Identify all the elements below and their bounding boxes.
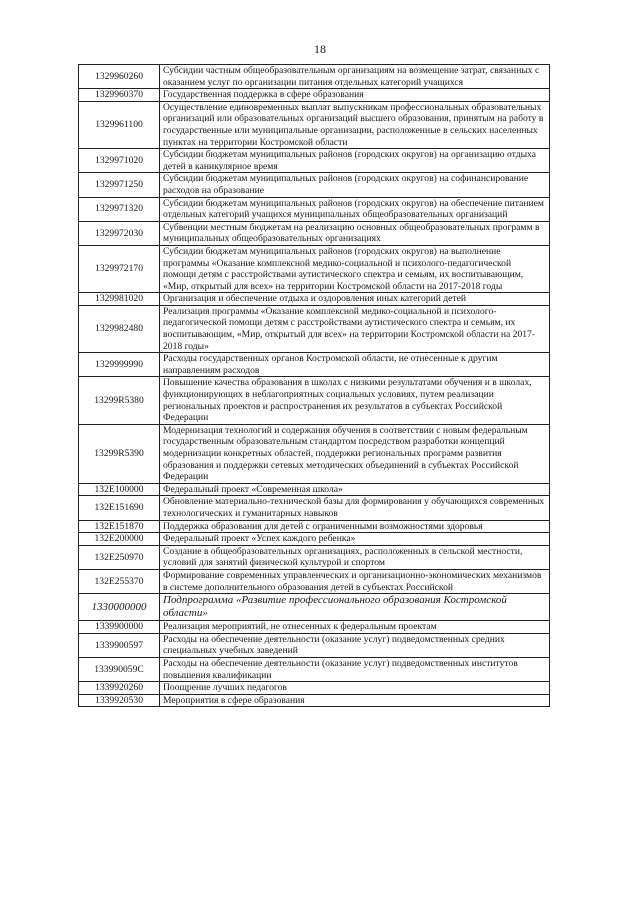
expense-description: Организация и обеспечение отдыха и оздоровления иных категорий детей [160, 293, 550, 306]
classification-code: 1339920260 [79, 682, 160, 695]
expense-description: Подпрограмма «Развитие профессионального образования Костромской области» [160, 594, 550, 621]
table-row [79, 245, 550, 292]
table-row [79, 173, 550, 197]
table-row [79, 682, 550, 695]
expense-description: Субсидии частным общеобразовательным организациям на возмещение затрат, связанных с оказанием услуг по организации питания отдельных категорий учащихся [160, 65, 550, 89]
table-body [79, 65, 550, 707]
table-row [79, 377, 550, 424]
classification-code: 132E250970 [79, 545, 160, 569]
classification-code: 1339900000 [79, 621, 160, 634]
classification-code: 13299R5390 [79, 424, 160, 483]
classification-code: 1339920530 [79, 694, 160, 707]
table-row [79, 496, 550, 520]
classification-code: 1329971020 [79, 149, 160, 173]
expense-description: Поощрение лучших педагогов [160, 682, 550, 695]
classification-code: 13299R5380 [79, 377, 160, 424]
expense-description: Обновление материально-технической базы для формирования у обучающихся современных технологических и гуманитарных навыков [160, 496, 550, 520]
classification-code: 1339900597 [79, 633, 160, 657]
expense-description: Федеральный проект «Современная школа» [160, 483, 550, 496]
table-row [79, 101, 550, 148]
table-row [79, 305, 550, 352]
budget-classification-table [78, 64, 550, 707]
classification-code: 1329961100 [79, 101, 160, 148]
expense-description: Расходы на обеспечение деятельности (оказание услуг) подведомственных институтов повышения квалификации [160, 657, 550, 681]
expense-description: Формирование современных управленческих и организационно-экономических механизмов в системе дополнительного образования детей в субъектах Российской [160, 569, 550, 593]
classification-code: 132E151690 [79, 496, 160, 520]
classification-code: 1329960260 [79, 65, 160, 89]
table-row [79, 569, 550, 593]
classification-code: 1329999990 [79, 353, 160, 377]
expense-description: Реализация программы «Оказание комплексной медико-социальной и психолого-педагогической помощи детям с расстройствами аутистического спектра и семьям, их воспитывающим, «Мир, открытый для всех» на территории Костромской области на 2017-2018 годы» [160, 305, 550, 352]
page-number: 18 [314, 42, 326, 56]
classification-code: 133990059С [79, 657, 160, 681]
table-row [79, 221, 550, 245]
classification-code: 1329981020 [79, 293, 160, 306]
expense-description: Осуществление единовременных выплат выпускникам профессиональных образовательных организаций или образовательных организаций высшего образования, принятым на работу в государственные или муниципальные организации, расположенные в сельских населенных пунктах на территории Костромской области [160, 101, 550, 148]
classification-code: 1329982480 [79, 305, 160, 352]
classification-code: 1329972030 [79, 221, 160, 245]
classification-code: 132E255370 [79, 569, 160, 593]
table-row [79, 483, 550, 496]
table-row [79, 621, 550, 634]
expense-description: Государственная поддержка в сфере образования [160, 89, 550, 102]
expense-description: Субсидии бюджетам муниципальных районов (городских округов) на выполнение программы «Оказание комплексной медико-социальной и психолого-педагогической помощи детям с расстройствами аутистического спектра и семьям, их воспитывающим, «Мир, открытый для всех» на территории Костромской области на 2017-2018 годы [160, 245, 550, 292]
table-row [79, 353, 550, 377]
classification-code: 1329960370 [79, 89, 160, 102]
table-row [79, 149, 550, 173]
expense-description: Реализация мероприятий, не отнесенных к федеральным проектам [160, 621, 550, 634]
classification-code: 1329972170 [79, 245, 160, 292]
classification-code: 1330000000 [79, 594, 160, 621]
table-row [79, 520, 550, 533]
expense-description: Федеральный проект «Успех каждого ребенка» [160, 533, 550, 546]
table-row [79, 657, 550, 681]
table-row [79, 89, 550, 102]
expense-description: Модернизация технологий и содержания обучения в соответствии с новым федеральным государственным образовательным стандартом посредством разработки концепций модернизации конкретных областей, поддержки региональных программ развития образования и поддержки сетевых методических объединений в субъектах Российской Федерации [160, 424, 550, 483]
expense-description: Поддержка образования для детей с ограниченными возможностями здоровья [160, 520, 550, 533]
classification-code: 132E151870 [79, 520, 160, 533]
table-row [79, 694, 550, 707]
table-row [79, 424, 550, 483]
table-row [79, 293, 550, 306]
expense-description: Расходы государственных органов Костромской области, не отнесенные к другим направлениям расходов [160, 353, 550, 377]
classification-code: 132E100000 [79, 483, 160, 496]
table-row [79, 633, 550, 657]
expense-description: Расходы на обеспечение деятельности (оказание услуг) подведомственных средних специальных учебных заведений [160, 633, 550, 657]
expense-description: Субсидии бюджетам муниципальных районов (городских округов) на организацию отдыха детей в каникулярное время [160, 149, 550, 173]
table-row [79, 197, 550, 221]
table-row [79, 545, 550, 569]
expense-description: Субвенции местным бюджетам на реализацию основных общеобразовательных программ в муниципальных общеобразовательных организациях [160, 221, 550, 245]
classification-code: 1329971250 [79, 173, 160, 197]
expense-description: Субсидии бюджетам муниципальных районов (городских округов) на обеспечение питанием отдельных категорий учащихся муниципальных общеобразовательных организаций [160, 197, 550, 221]
subprogram-row [79, 594, 550, 621]
table-row [79, 65, 550, 89]
table-row [79, 533, 550, 546]
expense-description: Мероприятия в сфере образования [160, 694, 550, 707]
classification-code: 132E200000 [79, 533, 160, 546]
classification-code: 1329971320 [79, 197, 160, 221]
expense-description: Повышение качества образования в школах с низкими результатами обучения и в школах, функционирующих в неблагоприятных социальных условиях, путем реализации региональных проектов и распространения их результатов в субъектах Российской Федерации [160, 377, 550, 424]
expense-description: Создание в общеобразовательных организациях, расположенных в сельской местности, условий для занятий физической культурой и спортом [160, 545, 550, 569]
expense-description: Субсидии бюджетам муниципальных районов (городских округов) на софинансирование расходов на образование [160, 173, 550, 197]
